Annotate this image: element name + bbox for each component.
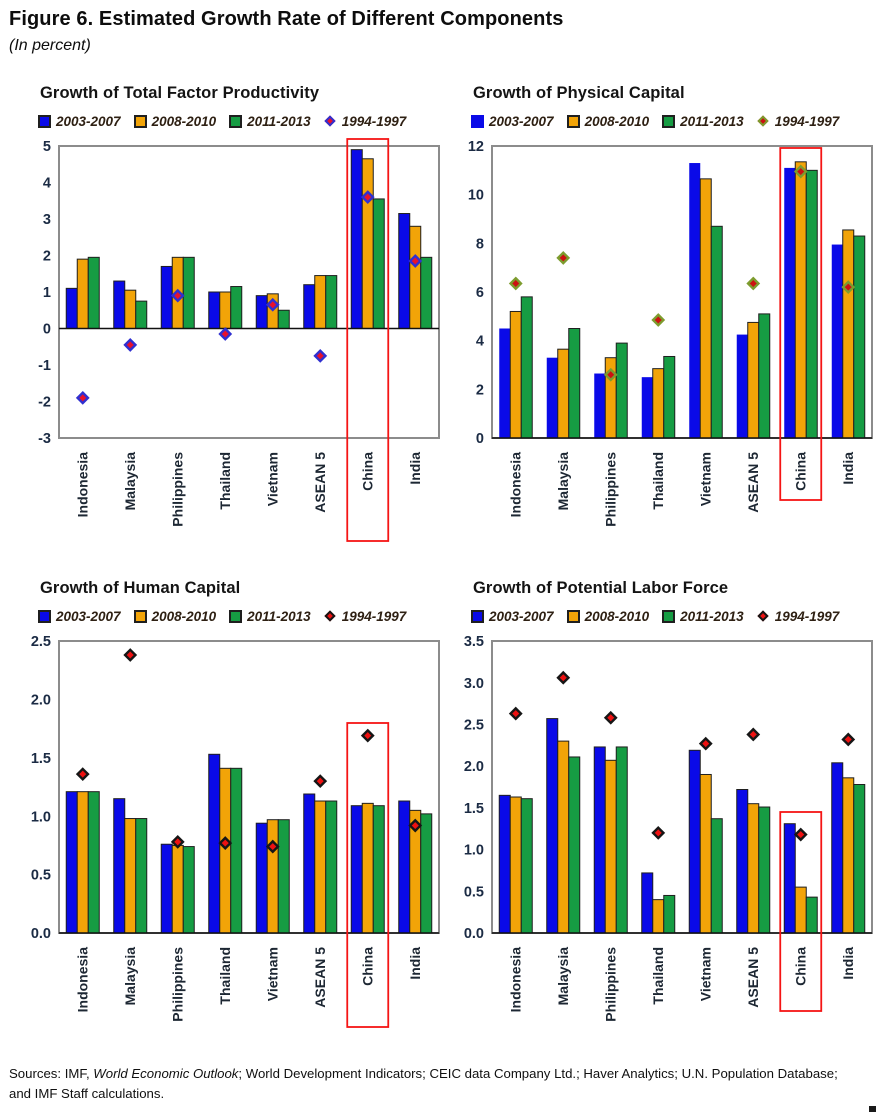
chart-legend xyxy=(38,112,444,130)
x-category-label-Vietnam: Vietnam xyxy=(264,947,281,1002)
legend-label: 2008-2010 xyxy=(584,113,650,129)
legend-label: 1994-1997 xyxy=(774,608,840,624)
x-category-label-Vietnam: Vietnam xyxy=(697,452,714,507)
y-tick-label: 4 xyxy=(42,175,51,192)
legend-item xyxy=(662,609,744,624)
y-tick-label: 10 xyxy=(467,187,484,204)
bar-2011-2013-Malaysia xyxy=(569,329,580,439)
legend-item xyxy=(567,114,650,129)
chart-plot-area xyxy=(14,138,444,553)
legend-label: 1994-1997 xyxy=(341,608,407,624)
y-tick-label: 0.0 xyxy=(30,926,51,943)
y-tick-label: 2.5 xyxy=(463,717,484,734)
chart-labor-force xyxy=(447,579,877,1048)
bar-2008-2010-ASEAN 5 xyxy=(315,801,326,933)
bar-2008-2010-Indonesia xyxy=(510,797,521,933)
y-tick-label: -2 xyxy=(38,394,51,411)
diamond-marker-1994-1997-Malaysia xyxy=(558,673,568,683)
x-category-label-Thailand: Thailand xyxy=(217,452,234,510)
legend-swatch-2008-2010 xyxy=(134,115,147,128)
chart-canvas-1 xyxy=(447,138,877,548)
bar-2011-2013-Vietnam xyxy=(711,226,722,438)
x-category-label-ASEAN 5: ASEAN 5 xyxy=(312,452,329,513)
bar-2003-2007-India xyxy=(832,245,843,438)
bar-2011-2013-ASEAN 5 xyxy=(326,801,337,933)
diamond-marker-1994-1997-Thailand xyxy=(653,315,663,325)
x-category-label-Philippines: Philippines xyxy=(602,452,619,527)
x-category-label-Thailand: Thailand xyxy=(217,947,234,1005)
chart-canvas-0 xyxy=(14,138,444,548)
legend-label: 2008-2010 xyxy=(151,608,217,624)
bar-2011-2013-India xyxy=(854,784,865,933)
x-category-label-China: China xyxy=(359,452,376,491)
legend-label: 2003-2007 xyxy=(489,113,554,129)
bar-2003-2007-Indonesia xyxy=(66,792,77,933)
bar-2008-2010-Vietnam xyxy=(700,774,711,933)
x-category-label-Indonesia: Indonesia xyxy=(74,947,91,1013)
legend-label: 2011-2013 xyxy=(247,113,311,129)
y-tick-label: 1.0 xyxy=(463,842,484,859)
bar-2003-2007-Vietnam xyxy=(689,750,700,933)
legend-swatch-2011-2013 xyxy=(229,115,242,128)
bar-2011-2013-China xyxy=(806,170,817,438)
diamond-marker-1994-1997-Indonesia xyxy=(511,278,521,288)
chart-physical-capital xyxy=(447,84,877,553)
y-tick-label: 3.0 xyxy=(463,675,484,692)
x-category-label-Philippines: Philippines xyxy=(602,947,619,1022)
bar-2003-2007-Vietnam xyxy=(689,163,700,438)
x-category-label-China: China xyxy=(359,947,376,986)
bar-2011-2013-Thailand xyxy=(231,768,242,933)
chart-title: Growth of Human Capital xyxy=(40,579,241,597)
legend-swatch-2008-2010 xyxy=(567,610,580,623)
diamond-marker-1994-1997-ASEAN 5 xyxy=(315,776,325,786)
x-category-label-Malaysia: Malaysia xyxy=(122,452,139,511)
bar-2011-2013-Vietnam xyxy=(278,820,289,933)
bar-2008-2010-Indonesia xyxy=(77,259,88,328)
bar-2003-2007-India xyxy=(399,801,410,933)
source-note xyxy=(9,1064,853,1105)
x-category-label-Indonesia: Indonesia xyxy=(507,452,524,518)
chart-plot-area xyxy=(447,633,877,1048)
chart-human-capital xyxy=(14,579,444,1048)
y-tick-label: 1 xyxy=(42,285,51,302)
legend-item xyxy=(134,609,217,624)
chart-legend xyxy=(38,607,444,625)
bar-2011-2013-Vietnam xyxy=(711,819,722,933)
y-tick-label: 4 xyxy=(475,333,484,350)
bar-2003-2007-Indonesia xyxy=(499,329,510,439)
legend-item xyxy=(38,114,121,129)
legend-item xyxy=(134,114,217,129)
chart-plot-area xyxy=(447,138,877,553)
x-category-label-Malaysia: Malaysia xyxy=(555,452,572,511)
x-category-label-Vietnam: Vietnam xyxy=(697,947,714,1002)
bar-2003-2007-Indonesia xyxy=(499,795,510,933)
bar-2011-2013-ASEAN 5 xyxy=(326,276,337,329)
diamond-marker-1994-1997-China xyxy=(363,730,373,740)
diamond-marker-1994-1997-ASEAN 5 xyxy=(748,278,758,288)
y-tick-label: 0.0 xyxy=(463,926,484,943)
chart-legend xyxy=(471,607,877,625)
legend-label: 2008-2010 xyxy=(584,608,650,624)
bar-2008-2010-Philippines xyxy=(172,845,183,933)
legend-diamond-icon xyxy=(324,610,337,623)
figure-title: Figure 6. Estimated Growth Rate of Different Components xyxy=(9,8,564,30)
y-tick-label: 1.0 xyxy=(30,809,51,826)
legend-diamond-icon xyxy=(324,115,337,128)
bar-2008-2010-China xyxy=(795,887,806,933)
legend-item xyxy=(757,609,840,624)
bar-2011-2013-India xyxy=(421,257,432,328)
bar-2008-2010-Vietnam xyxy=(267,820,278,933)
bar-2008-2010-Malaysia xyxy=(558,741,569,933)
diamond-marker-1994-1997-Indonesia xyxy=(511,708,521,718)
bar-2008-2010-India xyxy=(843,778,854,933)
legend-item xyxy=(324,609,407,624)
x-category-label-China: China xyxy=(792,452,809,491)
x-category-label-Indonesia: Indonesia xyxy=(507,947,524,1013)
bar-2003-2007-ASEAN 5 xyxy=(737,335,748,438)
legend-item xyxy=(662,114,744,129)
y-tick-label: 0.5 xyxy=(463,884,484,901)
bar-2003-2007-Vietnam xyxy=(256,296,267,329)
legend-swatch-2008-2010 xyxy=(567,115,580,128)
legend-label: 1994-1997 xyxy=(774,113,840,129)
y-tick-label: 5 xyxy=(42,139,51,156)
bar-2003-2007-Philippines xyxy=(594,374,605,438)
bar-2011-2013-Malaysia xyxy=(136,301,147,328)
bar-2008-2010-India xyxy=(843,230,854,438)
bar-2008-2010-China xyxy=(362,803,373,933)
chart-tfp xyxy=(14,84,444,553)
bar-2008-2010-Indonesia xyxy=(510,311,521,438)
bar-2011-2013-Philippines xyxy=(616,343,627,438)
bar-2011-2013-Philippines xyxy=(183,847,194,933)
y-tick-label: 12 xyxy=(467,139,484,156)
chart-title: Growth of Total Factor Productivity xyxy=(40,84,320,102)
y-tick-label: 2.0 xyxy=(463,759,484,776)
legend-swatch-2011-2013 xyxy=(229,610,242,623)
legend-item xyxy=(229,114,311,129)
chart-title: Growth of Potential Labor Force xyxy=(473,579,729,597)
y-tick-label: 0 xyxy=(475,431,484,448)
legend-swatch-2011-2013 xyxy=(662,115,675,128)
x-category-label-India: India xyxy=(407,452,424,485)
legend-item xyxy=(471,114,554,129)
source-italic-text: World Economic Outlook xyxy=(93,1066,239,1081)
y-tick-label: 8 xyxy=(475,236,484,253)
y-tick-label: 6 xyxy=(475,285,484,302)
bar-2003-2007-Malaysia xyxy=(547,358,558,438)
bar-2003-2007-ASEAN 5 xyxy=(304,285,315,329)
bar-2008-2010-Thailand xyxy=(653,369,664,438)
bar-2011-2013-China xyxy=(806,897,817,933)
bar-2011-2013-Philippines xyxy=(616,747,627,933)
bar-2011-2013-Thailand xyxy=(231,287,242,329)
x-category-label-Malaysia: Malaysia xyxy=(122,947,139,1006)
source-text: Sources: IMF, xyxy=(9,1066,94,1081)
legend-item xyxy=(567,609,650,624)
chart-grid xyxy=(14,84,886,1048)
chart-canvas-3 xyxy=(447,633,877,1043)
source-text: ; World Development Indicators; CEIC data Company Ltd.; Haver Analytics; U.N. Population Database; and IMF Staff calculations. xyxy=(9,1066,838,1102)
bar-2008-2010-ASEAN 5 xyxy=(748,322,759,438)
y-tick-label: 0.5 xyxy=(30,867,51,884)
diamond-marker-1994-1997-Malaysia xyxy=(558,253,568,263)
bar-2003-2007-Malaysia xyxy=(114,799,125,933)
diamond-marker-1994-1997-China xyxy=(796,829,806,839)
bar-2008-2010-Thailand xyxy=(220,292,231,329)
x-category-label-ASEAN 5: ASEAN 5 xyxy=(745,947,762,1008)
x-category-label-India: India xyxy=(840,947,857,980)
legend-item xyxy=(757,114,840,129)
bar-2011-2013-China xyxy=(373,199,384,329)
bar-2003-2007-Vietnam xyxy=(256,823,267,933)
diamond-marker-1994-1997-ASEAN 5 xyxy=(315,351,325,361)
x-category-label-Malaysia: Malaysia xyxy=(555,947,572,1006)
y-tick-label: 1.5 xyxy=(30,750,51,767)
legend-diamond-icon xyxy=(757,115,770,128)
bar-2011-2013-Vietnam xyxy=(278,310,289,328)
x-category-label-India: India xyxy=(407,947,424,980)
legend-label: 2011-2013 xyxy=(680,113,744,129)
legend-label: 2008-2010 xyxy=(151,113,217,129)
legend-diamond-icon xyxy=(757,610,770,623)
bar-2011-2013-Indonesia xyxy=(88,257,99,328)
y-tick-label: 2.0 xyxy=(30,692,51,709)
bar-2003-2007-China xyxy=(784,824,795,933)
legend-swatch-2011-2013 xyxy=(662,610,675,623)
bar-2003-2007-Thailand xyxy=(642,873,653,933)
bar-2003-2007-China xyxy=(351,150,362,329)
y-tick-label: -1 xyxy=(38,358,51,375)
legend-item xyxy=(38,609,121,624)
y-tick-label: 2 xyxy=(42,248,51,265)
bar-2008-2010-China xyxy=(362,159,373,329)
bar-2011-2013-Thailand xyxy=(664,356,675,438)
x-category-label-ASEAN 5: ASEAN 5 xyxy=(312,947,329,1008)
bar-2011-2013-India xyxy=(854,236,865,438)
bar-2003-2007-Philippines xyxy=(161,844,172,933)
diamond-marker-1994-1997-Thailand xyxy=(220,329,230,339)
bar-2003-2007-Indonesia xyxy=(66,288,77,328)
bar-2008-2010-Malaysia xyxy=(558,349,569,438)
bar-2008-2010-India xyxy=(410,226,421,328)
x-category-label-China: China xyxy=(792,947,809,986)
bar-2011-2013-Indonesia xyxy=(521,799,532,933)
diamond-marker-1994-1997-Malaysia xyxy=(125,650,135,660)
diamond-marker-1994-1997-Indonesia xyxy=(78,769,88,779)
chart-title: Growth of Physical Capital xyxy=(473,84,685,102)
x-category-label-India: India xyxy=(840,452,857,485)
bar-2003-2007-India xyxy=(832,763,843,933)
x-category-label-ASEAN 5: ASEAN 5 xyxy=(745,452,762,513)
bar-2003-2007-Philippines xyxy=(161,266,172,328)
bar-2003-2007-Thailand xyxy=(209,292,220,329)
bar-2011-2013-Malaysia xyxy=(136,819,147,933)
bar-2003-2007-Philippines xyxy=(594,747,605,933)
y-tick-label: 3.5 xyxy=(463,634,484,651)
bar-2011-2013-ASEAN 5 xyxy=(759,807,770,933)
bar-2011-2013-Philippines xyxy=(183,257,194,328)
bar-2011-2013-India xyxy=(421,814,432,933)
y-tick-label: 2 xyxy=(475,382,484,399)
bar-2008-2010-Thailand xyxy=(220,768,231,933)
bar-2003-2007-Malaysia xyxy=(547,719,558,933)
diamond-marker-1994-1997-Malaysia xyxy=(125,340,135,350)
x-category-label-Philippines: Philippines xyxy=(169,947,186,1022)
bar-2008-2010-Vietnam xyxy=(700,179,711,438)
diamond-marker-1994-1997-Philippines xyxy=(606,713,616,723)
bar-2003-2007-Thailand xyxy=(642,377,653,438)
bar-2011-2013-Indonesia xyxy=(88,792,99,933)
legend-item xyxy=(471,609,554,624)
y-tick-label: 3 xyxy=(42,212,51,229)
bar-2008-2010-Philippines xyxy=(605,760,616,933)
bar-2008-2010-Malaysia xyxy=(125,819,136,933)
bar-2003-2007-Malaysia xyxy=(114,281,125,328)
y-tick-label: 2.5 xyxy=(30,634,51,651)
bar-2003-2007-Thailand xyxy=(209,754,220,933)
legend-label: 2003-2007 xyxy=(56,608,121,624)
bar-2008-2010-ASEAN 5 xyxy=(748,804,759,933)
chart-plot-area xyxy=(14,633,444,1048)
bar-2008-2010-China xyxy=(795,162,806,438)
y-tick-label: 0 xyxy=(42,321,51,338)
x-category-label-Vietnam: Vietnam xyxy=(264,452,281,507)
legend-swatch-2003-2007 xyxy=(471,115,484,128)
bar-2003-2007-ASEAN 5 xyxy=(304,794,315,933)
x-category-label-Philippines: Philippines xyxy=(169,452,186,527)
legend-swatch-2008-2010 xyxy=(134,610,147,623)
scan-artifact-mark xyxy=(869,1106,876,1112)
x-category-label-Thailand: Thailand xyxy=(650,947,667,1005)
diamond-marker-1994-1997-Vietnam xyxy=(701,738,711,748)
legend-label: 2011-2013 xyxy=(680,608,744,624)
bar-2011-2013-Thailand xyxy=(664,895,675,933)
bar-2011-2013-ASEAN 5 xyxy=(759,314,770,438)
bar-2003-2007-India xyxy=(399,214,410,329)
y-tick-label: -3 xyxy=(38,431,51,448)
legend-label: 2003-2007 xyxy=(489,608,554,624)
bar-2003-2007-China xyxy=(351,806,362,933)
bar-2011-2013-Malaysia xyxy=(569,757,580,933)
legend-label: 2011-2013 xyxy=(247,608,311,624)
legend-label: 2003-2007 xyxy=(56,113,121,129)
legend-item xyxy=(229,609,311,624)
diamond-marker-1994-1997-Indonesia xyxy=(78,393,88,403)
legend-swatch-2003-2007 xyxy=(471,610,484,623)
x-category-label-Thailand: Thailand xyxy=(650,452,667,510)
bar-2011-2013-Indonesia xyxy=(521,297,532,438)
bar-2011-2013-China xyxy=(373,806,384,933)
y-tick-label: 1.5 xyxy=(463,800,484,817)
x-category-label-Indonesia: Indonesia xyxy=(74,452,91,518)
bar-2003-2007-China xyxy=(784,168,795,438)
diamond-marker-1994-1997-Thailand xyxy=(653,828,663,838)
legend-label: 1994-1997 xyxy=(341,113,407,129)
chart-legend xyxy=(471,112,877,130)
legend-swatch-2003-2007 xyxy=(38,115,51,128)
bar-2008-2010-Thailand xyxy=(653,900,664,933)
bar-2008-2010-Malaysia xyxy=(125,290,136,328)
bar-2008-2010-Indonesia xyxy=(77,792,88,933)
diamond-marker-1994-1997-India xyxy=(843,734,853,744)
bar-2003-2007-ASEAN 5 xyxy=(737,790,748,933)
legend-swatch-2003-2007 xyxy=(38,610,51,623)
legend-item xyxy=(324,114,407,129)
chart-canvas-2 xyxy=(14,633,444,1043)
diamond-marker-1994-1997-ASEAN 5 xyxy=(748,729,758,739)
bar-2008-2010-ASEAN 5 xyxy=(315,276,326,329)
figure-subtitle: (In percent) xyxy=(9,37,91,54)
